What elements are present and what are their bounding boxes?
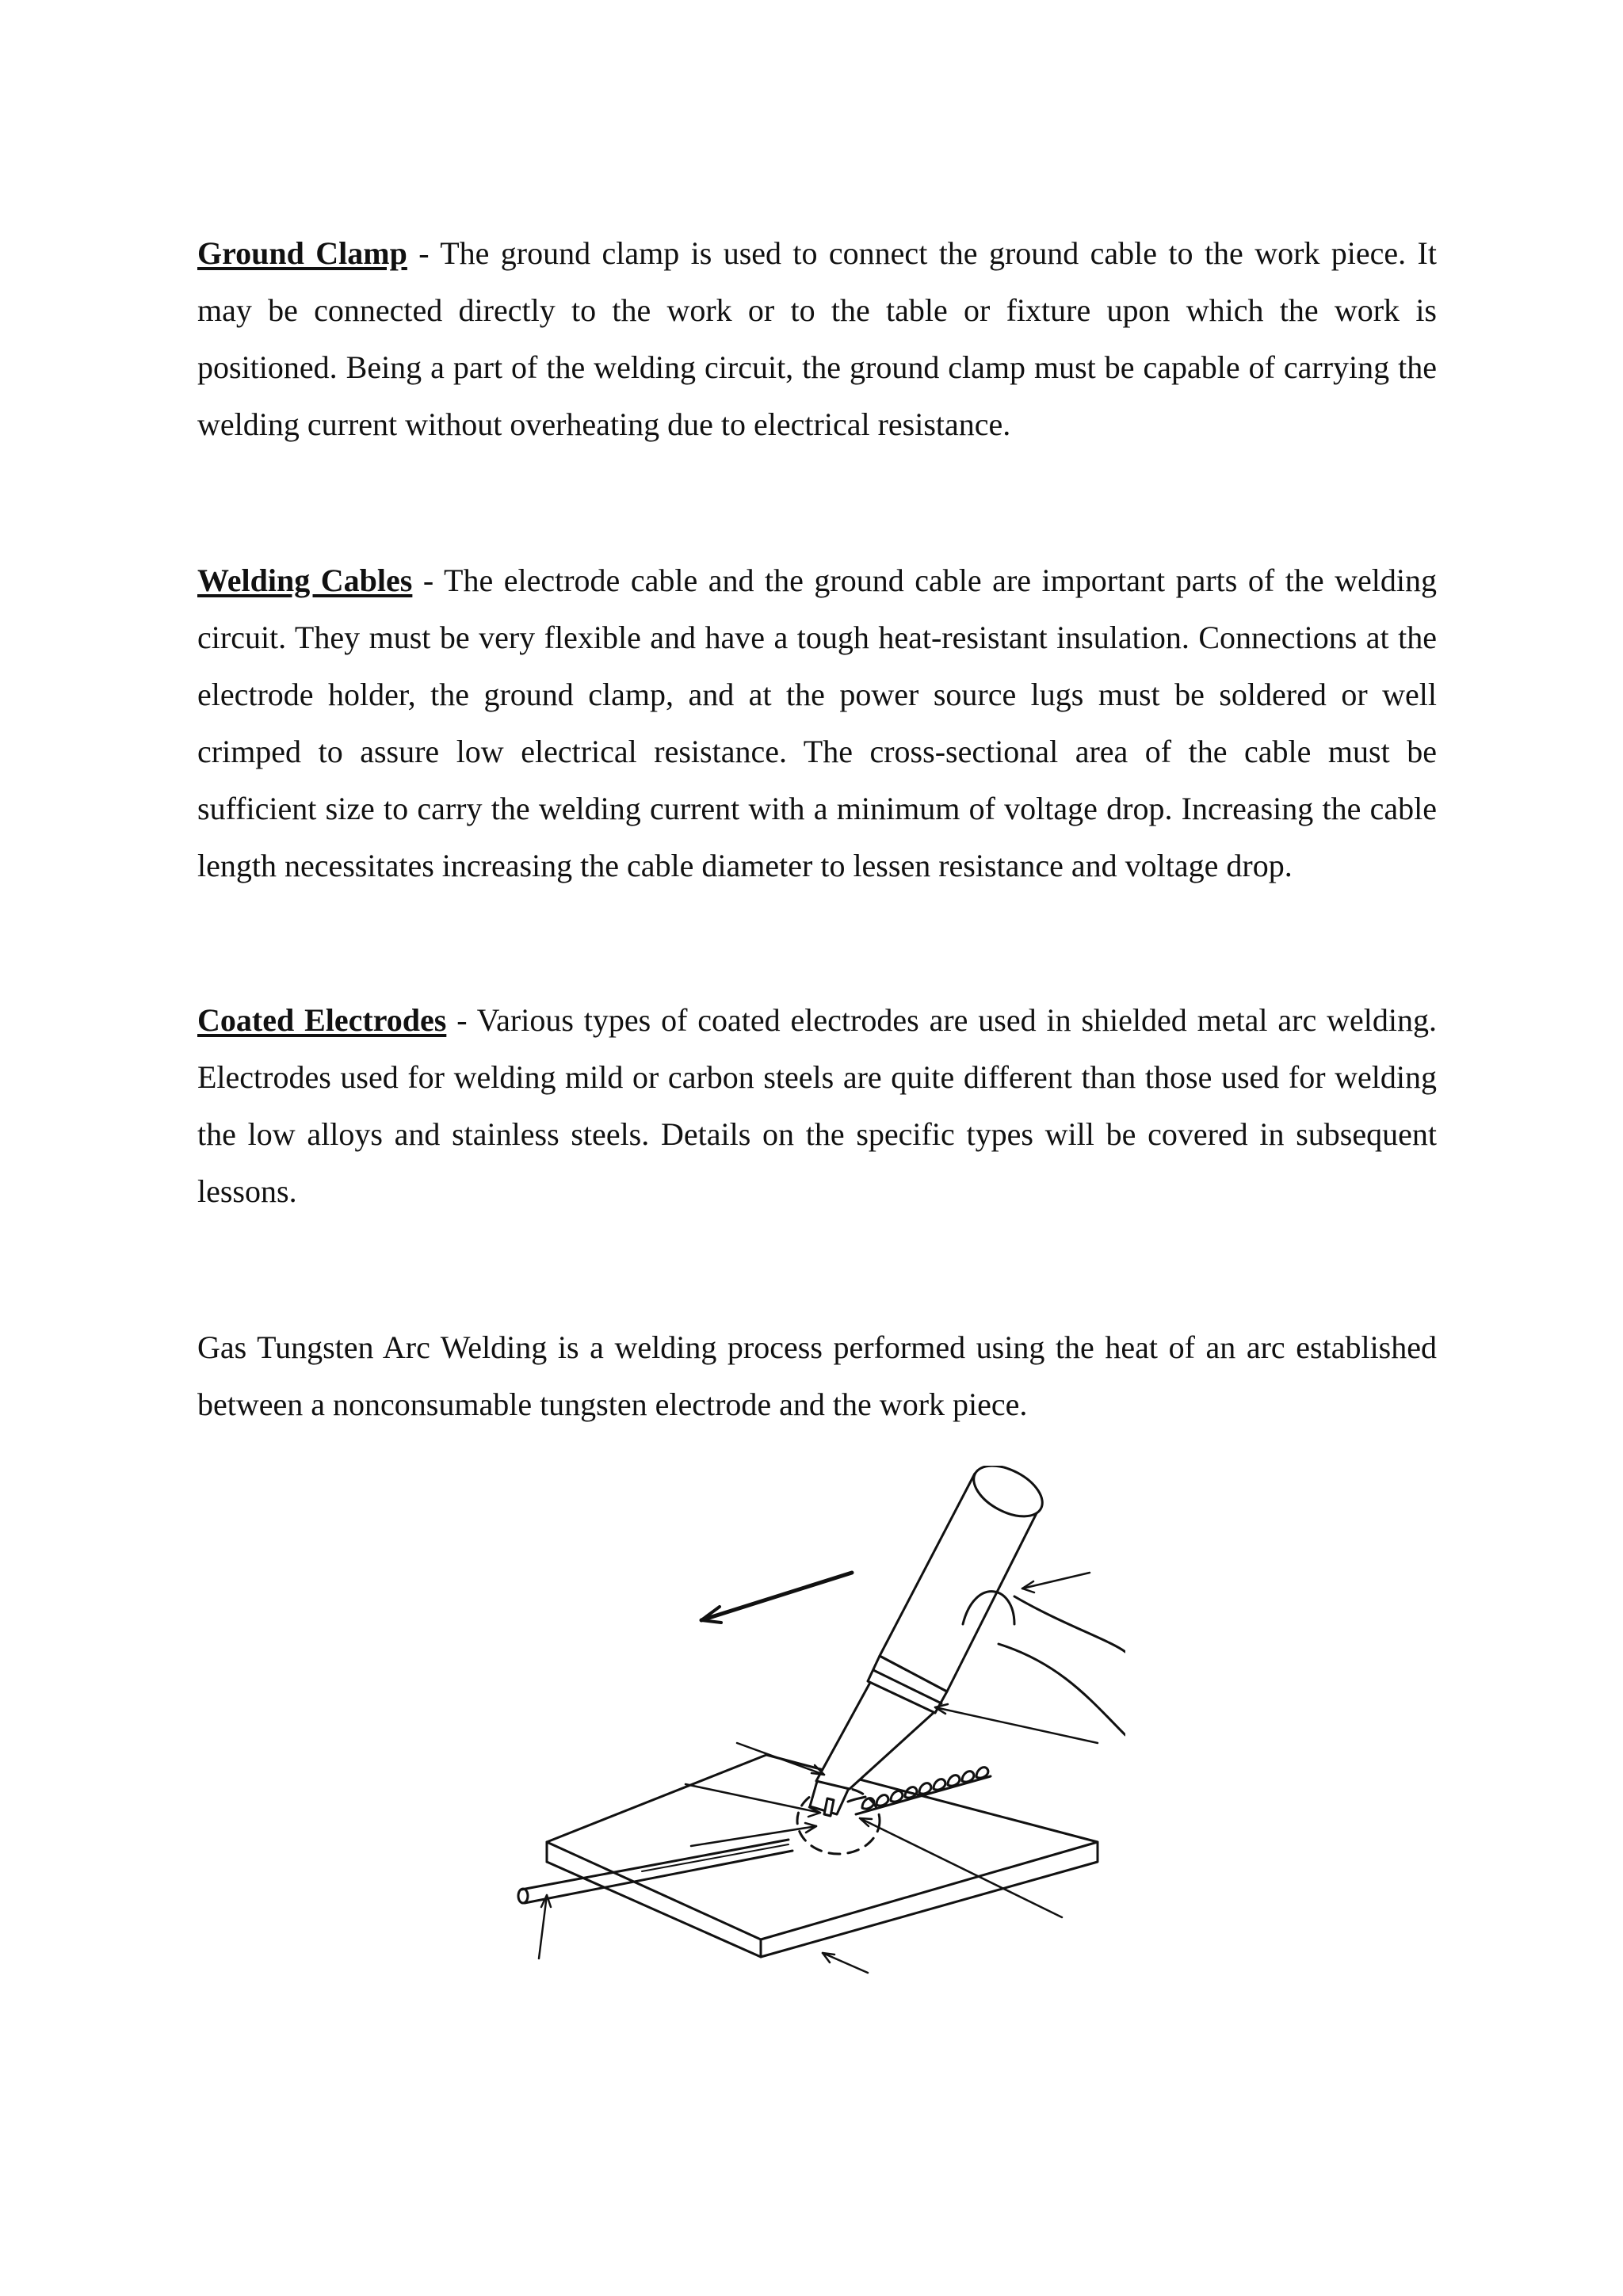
gtaw-diagram: [507, 1466, 1125, 1989]
ground-clamp-description: - The ground clamp is used to connect the ground cable to the work piece. It may be connected directly to the work or to the table or fixture upon which the work is positioned. Being a part of the welding circuit, the ground clamp must be capable of carrying the welding current without overheating due to electrical resistance.: [197, 235, 1437, 442]
gtaw-paragraph: Gas Tungsten Arc Welding is a welding process performed using the heat of an arc established between a nonconsumable tungsten electrode and the work piece.: [197, 1329, 1437, 1422]
welding-cables-term: Welding Cables: [197, 563, 413, 598]
gtaw-illustration: [507, 1466, 1125, 1989]
coated-electrodes-term: Coated Electrodes: [197, 1002, 447, 1038]
welding-torch: [810, 1466, 1125, 1816]
welding-cables-paragraph: [197, 552, 1437, 894]
coated-electrodes-description: - Various types of coated electrodes are used in shielded metal arc welding. Electrodes used for welding mild or carbon steels are quite different than those used for welding the low alloys and stainless steels. Details on the specific types will be covered in subsequent lessons.: [197, 1002, 1437, 1209]
coated-electrodes-paragraph: [197, 992, 1437, 1220]
ground-clamp-term: Ground Clamp: [197, 235, 407, 271]
ground-clamp-paragraph: [197, 225, 1437, 453]
welding-cables-description: - The electrode cable and the ground cable are important parts of the welding circuit. They must be very flexible and have a tough heat-resistant insulation. Connections at the electrode holder, the ground clamp, and at the power source lugs must be soldered or well crimped to assure low electrical resistance. The cross-sectional area of the cable must be sufficient size to carry the welding current with a minimum of voltage drop. Increasing the cable length necessitates increasing the cable diameter to lessen resistance and voltage drop.: [197, 563, 1438, 883]
travel-direction-arrow: [701, 1573, 852, 1623]
